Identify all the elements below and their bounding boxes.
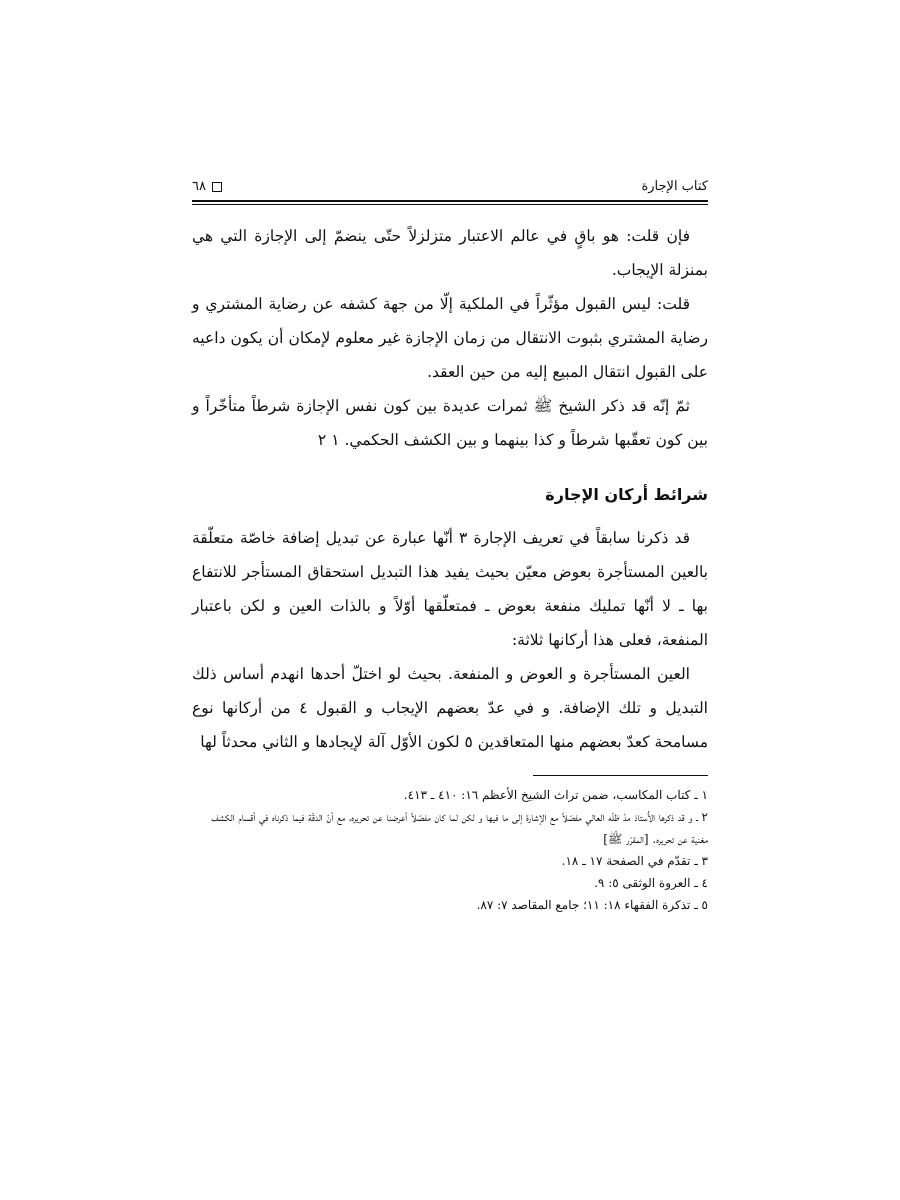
footnote: ١ ـ كتاب المكاسب، ضمن تراث الشيخ الأعظم ١٦: ٤١٠ ـ ٤١٣. [403, 788, 708, 802]
page-number: ٦٨ [192, 179, 206, 194]
footnote-separator [533, 775, 708, 776]
main-text [192, 219, 708, 759]
book-page [192, 168, 708, 916]
paragraph: قد ذكرنا سابقاً في تعريف الإجارة ٣ أنّها عبارة عن تبديل إضافة خاصّة متعلّقة بالعين المستأجرة بعوض معيّن بحيث يفيد هذا التبديل استحقاق المستأجر للانتفاع بها ـ لا أنّها تمليك منفعة بعوض ـ فمتعلّقها أوّلاً و بالذات العين و لكن باعتبار المنفعة، فعلى هذا أركانها ثلاثة: [192, 529, 708, 649]
running-title: كتاب الإجارة [641, 179, 708, 194]
footnote: ٥ ـ تذكرة الفقهاء ١٨: ١١؛ جامع المقاصد ٧: ٨٧. [476, 898, 708, 912]
paragraph: قلت: ليس القبول مؤثّراً في الملكية إلّا من جهة كشفه عن رضاية المشتري و رضاية المشتري بثبوت الانتقال من زمان الإجازة غير معلوم لإمكان أن يكون داعيه على القبول انتقال المبيع إليه من حين العقد. [192, 295, 708, 381]
footnote: ٣ ـ تقدّم في الصفحة ١٧ ـ ١٨. [561, 854, 708, 868]
section-heading: شرائط أركان الإجارة [545, 485, 708, 504]
footnotes [192, 775, 708, 916]
footnote: ٢ ـ و قد ذكرها الأُستاذ مدّ ظلّه العالي مفصّلاً مع الإشارة إلى ما فيها و لكن لما كان مفصّلاً أعرضنا عن تحريره، مع أنّ الدقّة فيما ذكرناه في أقسام الكشف مغنية عن تحريره. [المقرّر ﷺ] [211, 810, 708, 846]
paragraph: ثمّ إنّه قد ذكر الشيخ ﷺ ثمرات عديدة بين كون نفس الإجازة شرطاً متأخّراً و بين كون تعقّبها شرطاً و كذا بينهما و بين الكشف الحكمي. ١ ٢ [192, 397, 708, 449]
footnote: ٤ ـ العروة الوثقى ٥: ٩. [594, 876, 708, 890]
paragraph: العين المستأجرة و العوض و المنفعة. بحيث لو اختلّ أحدها انهدم أساس ذلك التبديل و تلك الإضافة. و في عدّ بعضهم الإيجاب و القبول ٤ من أركانها نوع مسامحة كعدّ بعضهم منها المتعاقدين ٥ لكون الأوّل آلة لإيجادها و الثاني محدثاً لها [192, 665, 708, 751]
running-header [192, 168, 708, 194]
header-rule-thick [192, 200, 708, 202]
page-number-group [192, 179, 222, 194]
square-icon [212, 182, 222, 192]
paragraph: فإن قلت: هو باقٍ في عالم الاعتبار متزلزلاً حتّى ينضمّ إلى الإجازة التي هي بمنزلة الإيجاب. [192, 227, 708, 279]
header-rule-thin [192, 204, 708, 205]
